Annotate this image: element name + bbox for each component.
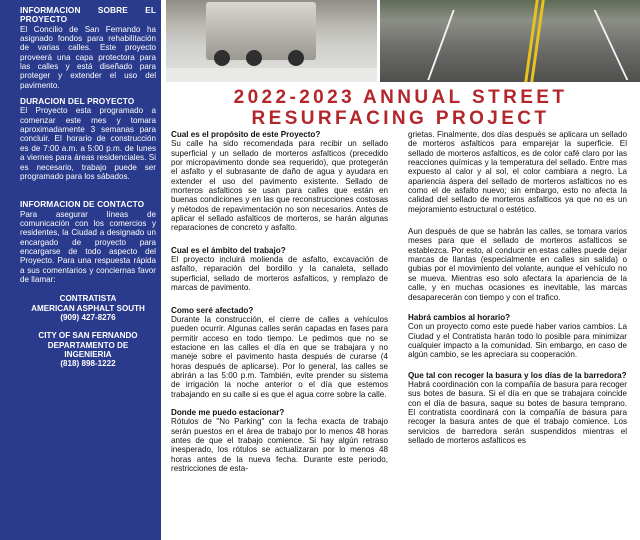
answer-affected: Durante la construcción, el cierre de calles a vehículos pueden ocurrir. Algunas calles serán capadas en fases para permitir acceso en todo tiempo. Le pedimos que no se estacione en las calles el día en que se trabajara y no maneje sobre el pavimento hasta después de curarse (4 horas después de aplicarse). Por lo general, las calles se abrirán a las 5:00 p.m. También, evite prender su sistema de irrigación la noche anterior o el día que estemos trabajando en su calle si es que el agua corre sobre la calle.	[171, 314, 388, 399]
question-trash: Que tal con recoger la basura y los días de la barredora?	[408, 370, 627, 380]
contractor-label: CONTRATISTA	[59, 294, 117, 304]
photo-resurfaced-street	[380, 0, 640, 82]
article-column-right	[408, 130, 627, 452]
article-column-left	[171, 130, 388, 480]
answer-schedule: Con un proyecto como este puede haber varios cambios. La Ciudad y el Contratista harán todo lo posible para minimizar cualquier impacto a la comunidad. Sin embargo, en caso de algún cambio, se les apreciara su cooperación.	[408, 322, 627, 360]
city-phone: (818) 898-1222	[60, 359, 116, 369]
city-line2: DEPARTAMENTO DE	[47, 340, 129, 350]
question-parking: Donde me puedo estacionar?	[171, 407, 285, 417]
contact-heading: INFORMACION DE CONTACTO	[20, 199, 145, 210]
contractor-name: AMERICAN ASPHALT SOUTH	[31, 303, 145, 313]
duration-text: El Proyecto esta programado a comenzar este mes y tomara aproximadamente 3 semanas para concluir. El horario de construcción es de 7:00 a.m. a 5:00 p.m. de lunes a viernes para áreas residenciales. Si es necesario, trabajo puede ser programado para los sábados.	[20, 106, 156, 181]
city-line1: CITY OF SAN FERNANDO	[38, 331, 138, 341]
sidebar-content	[20, 6, 156, 369]
headline-line2: RESURFACING PROJECT	[251, 108, 550, 129]
paragraph-slurry-color: grietas. Finalmente, dos días después se aplicara un sellado de morteros asfalticos para emparejar la superficie. El sellado de morteros asfalticos, es de color café claro por las reacciones químicas y la temperatura del sellado. Entre mas expuesto al calor y al sol, el color cambiara a negro. La apariencia áspera del sellado de morteros asfalticos no es como el de asfalto nuevo; sin embargo, esto no afecta la calidad del sellado de morteros asfalticos ya que no es un mejoramiento estructural o estético.	[408, 130, 627, 214]
duration-heading: DURACION DEL PROYECTO	[20, 96, 135, 107]
question-affected: Como seré afectado?	[171, 305, 254, 315]
answer-trash: Habrá coordinación con la compañía de basura para recoger sus botes de basura. Si el día en que se trabajara coincide con el día de basura, saque su botes de basura temprano. El contratista coordinará con la compañía de basura para recoger la basura antes de que el trabajo comience. Los servicios de barredora serán suspendidos mientras el sellado de morteros asfalticos es	[408, 379, 627, 445]
question-purpose: Cual es el propósito de este Proyecto?	[171, 130, 321, 139]
project-info-text: El Concilio de San Fernando ha asignado fondos para rehabilitación de varias calles. Este proyecto proveerá una capa protectora para las calles y está diseñado para proteger y extender el uso del pavimento.	[20, 24, 156, 90]
paragraph-tire-marks: Aun después de que se habrán las calles, se tomara varios meses para que el sellado de morteros asfalticos se establezca. Por esto, al conducir en estas calles puede dejar marcas de llantas (especialmente en calles sin salida) o gubias por el movimiento del volante, aunque el vehículo no se mueva. Mientras eso solo afectara la apariencia de la calle, y en muchas ocasiones es inevitable, las marcas desaparecerán con tiempo y con el trafico.	[408, 227, 627, 302]
project-info-heading: INFORMACION SOBRE EL PROYECTO	[20, 5, 156, 25]
answer-purpose: Su calle ha sido recomendada para recibir un sellado superficial y un sellado de morteros asfalticos (precedido por micropavimento donde sea requerido), que protegerán el asfalto y el subrasante de daño de agua y ayudara en extender el uso del pavimento existente. Sellado de morteros asfalticos se usan para calles que están en buenas condiciones y en las que reconstrucciones costosas y métodos de repavimentación no son necesarios. Antes de aplicar el sellado asfalticos de morteros, se harán algunas reparaciones de concreto y asfalto.	[171, 139, 388, 233]
contractor-phone: (909) 427-8276	[60, 312, 116, 322]
question-schedule: Habrá cambios al horario?	[408, 312, 511, 322]
headline-line1: 2022-2023 ANNUAL STREET	[233, 87, 568, 108]
contact-text: Para asegurar líneas de comunicación con los comercios y residentes, la Ciudad a designado un encargado de proyecto para encargarse de todo aspecto del Proyecto. Para una respuesta rápida a sus comentarios y conciernas favor de llamar:	[20, 209, 156, 284]
answer-parking: Rótulos de "No Parking" con la fecha exacta de trabajo serán puestos en el área de trabajo por lo menos 48 horas antes de que el trabajo comience. Si hay algún retraso inesperado, los rótulos se actualizaran por lo menos 48 horas antes de la nueva fecha. Durante este periodo, restricciones de esta-	[171, 417, 388, 473]
question-scope: Cual es el ámbito del trabajo?	[171, 245, 286, 255]
answer-scope: El proyecto incluirá molienda de asfalto, excavación de asfalto, reparación del bordillo y la canaleta, sellado superficial, sellado de morteros asfalticos, y remplazo de marcas de pavimento.	[171, 255, 388, 293]
sidebar	[0, 0, 161, 540]
city-line3: INGENIERIA	[64, 350, 112, 359]
truck-graphic	[206, 2, 316, 60]
photo-resurfacing-truck	[166, 0, 377, 82]
